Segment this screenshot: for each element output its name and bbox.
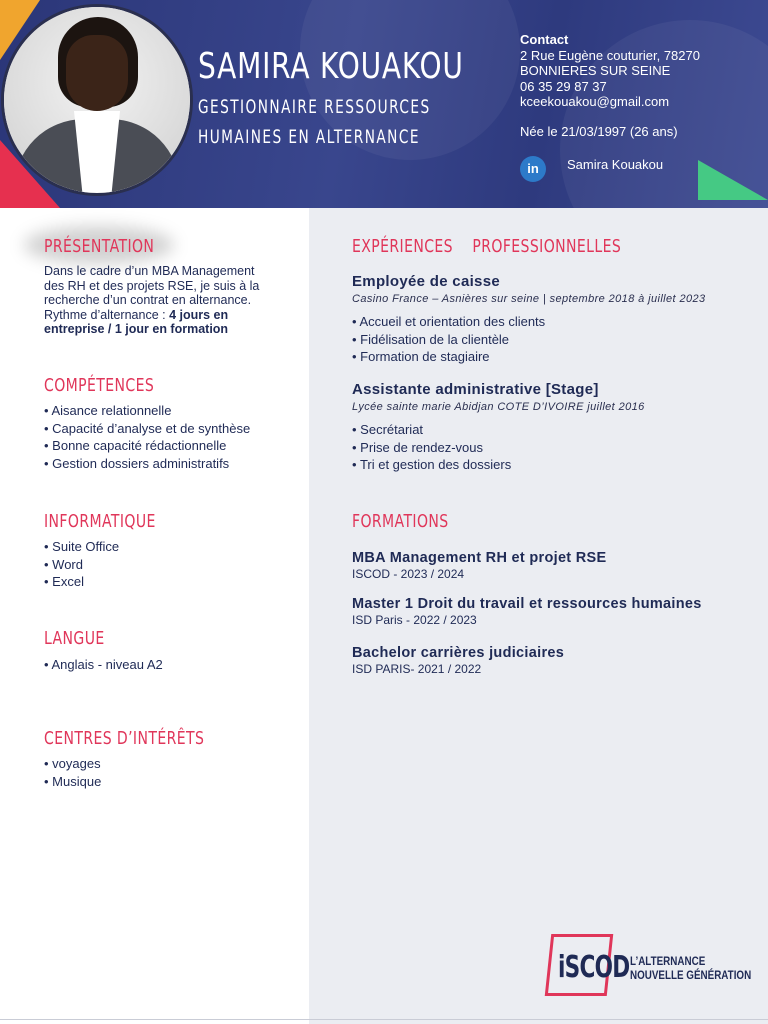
list-item: • Gestion dossiers administratifs bbox=[44, 455, 250, 473]
logo-tagline-2: NOUVELLE GÉNÉRATION bbox=[630, 968, 752, 982]
list-item: • Secrétariat bbox=[352, 421, 511, 439]
iscod-logo bbox=[544, 934, 752, 996]
job-title: Employée de caisse bbox=[352, 273, 500, 290]
job-subtitle: Lycée sainte marie Abidjan COTE D’IVOIRE juillet 2016 bbox=[352, 401, 645, 413]
profile-photo bbox=[4, 7, 190, 193]
list-item: • Fidélisation de la clientèle bbox=[352, 331, 545, 349]
linkedin-icon[interactable]: in bbox=[520, 156, 546, 182]
email-address[interactable]: kceekouakou@gmail.com bbox=[520, 94, 670, 109]
langue-heading: LANGUE bbox=[44, 628, 105, 649]
contact-block bbox=[520, 32, 700, 139]
job-subtitle: Casino France – Asnières sur seine | septembre 2018 à juillet 2023 bbox=[352, 293, 706, 305]
formation-details: ISD PARIS- 2021 / 2022 bbox=[352, 662, 482, 676]
photo-face bbox=[66, 35, 128, 111]
interets-heading: CENTRES D’INTÉRÊTS bbox=[44, 728, 205, 749]
formation-details: ISCOD - 2023 / 2024 bbox=[352, 567, 465, 581]
list-item: • voyages bbox=[44, 755, 101, 773]
address-line-2: BONNIERES SUR SEINE bbox=[520, 63, 671, 78]
formation-details: ISD Paris - 2022 / 2023 bbox=[352, 613, 477, 627]
job-tasks-list bbox=[352, 313, 545, 366]
competences-list bbox=[44, 402, 250, 472]
presentation-line: recherche d’un contrat en alternance. bbox=[44, 293, 252, 307]
list-item: • Accueil et orientation des clients bbox=[352, 313, 545, 331]
informatique-list bbox=[44, 538, 119, 591]
list-item: • Bonne capacité rédactionnelle bbox=[44, 437, 250, 455]
formation-title: MBA Management RH et projet RSE bbox=[352, 550, 607, 566]
list-item: • Suite Office bbox=[44, 538, 119, 556]
presentation-text bbox=[44, 264, 259, 337]
presentation-line: Dans le cadre d’un MBA Management bbox=[44, 264, 255, 278]
list-item: • Excel bbox=[44, 573, 119, 591]
list-item: • Aisance relationnelle bbox=[44, 402, 250, 420]
presentation-rythme bbox=[44, 308, 259, 323]
presentation-line: des RH et des projets RSE, je suis à la bbox=[44, 278, 260, 293]
page-bottom-divider bbox=[0, 1019, 768, 1020]
job-title-line-2: HUMAINES EN ALTERNANCE bbox=[198, 126, 420, 148]
job-title-line-1: GESTIONNAIRE RESSOURCES bbox=[198, 96, 431, 118]
job-title: Assistante administrative [Stage] bbox=[352, 381, 599, 398]
list-item: • Word bbox=[44, 556, 119, 574]
linkedin-name[interactable]: Samira Kouakou bbox=[567, 157, 664, 172]
list-item: • Anglais - niveau A2 bbox=[44, 656, 163, 674]
presentation-rythme-line-2 bbox=[44, 322, 259, 337]
experiences-heading: EXPÉRIENCES PROFESSIONNELLES bbox=[352, 236, 622, 257]
interets-list bbox=[44, 755, 101, 790]
presentation-heading: PRÉSENTATION bbox=[44, 236, 155, 257]
rythme-value: 4 jours en bbox=[169, 307, 229, 322]
formation-title: Master 1 Droit du travail et ressources humaines bbox=[352, 596, 702, 612]
list-item: • Prise de rendez-vous bbox=[352, 439, 511, 457]
address-line-1: 2 Rue Eugène couturier, 78270 bbox=[520, 47, 700, 63]
rythme-value-2: entreprise / 1 jour en formation bbox=[44, 322, 229, 336]
list-item: • Tri et gestion des dossiers bbox=[352, 456, 511, 474]
logo-wordmark: iSCOD bbox=[558, 950, 630, 985]
job-tasks-list bbox=[352, 421, 511, 474]
logo-tagline-1: L’ALTERNANCE bbox=[630, 954, 706, 968]
rythme-label: Rythme d’alternance : bbox=[44, 307, 170, 322]
competences-heading: COMPÉTENCES bbox=[44, 375, 155, 396]
list-item: • Capacité d’analyse et de synthèse bbox=[44, 420, 250, 438]
birth-date: Née le 21/03/1997 (26 ans) bbox=[520, 123, 678, 139]
informatique-heading: INFORMATIQUE bbox=[44, 511, 156, 532]
list-item: • Musique bbox=[44, 773, 101, 791]
formation-title: Bachelor carrières judiciaires bbox=[352, 645, 565, 661]
list-item: • Formation de stagiaire bbox=[352, 348, 545, 366]
phone-number: 06 35 29 87 37 bbox=[520, 78, 607, 94]
langue-list bbox=[44, 656, 163, 674]
formations-heading: FORMATIONS bbox=[352, 511, 449, 532]
contact-title: Contact bbox=[520, 32, 569, 47]
candidate-name: SAMIRA KOUAKOU bbox=[198, 46, 464, 87]
